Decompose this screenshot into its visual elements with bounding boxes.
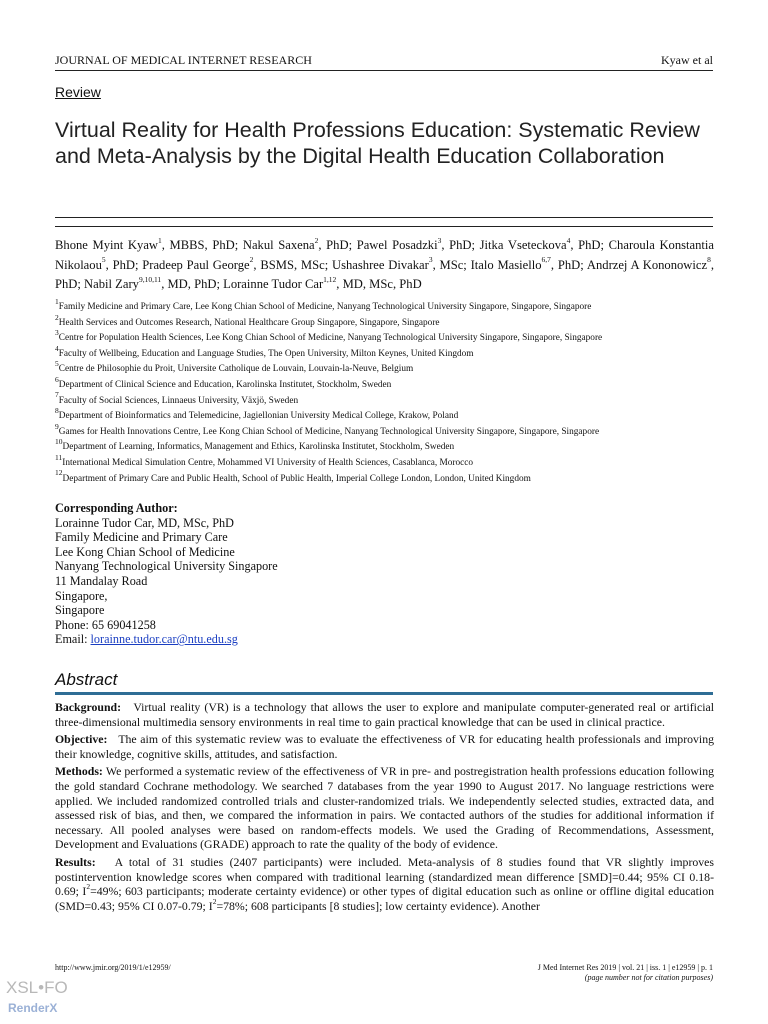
author-name: Andrzej A Kononowicz — [586, 257, 708, 272]
footer-citation: J Med Internet Res 2019 | vol. 21 | iss. 1 | e12959 | p. 1 — [537, 963, 713, 972]
objective-text: The aim of this systematic review was to evaluate the effectiveness of VR for educating health professionals and improving their knowledge, cognitive skills, attitudes, and satisfaction. — [55, 732, 714, 761]
author-name: Nabil Zary — [84, 277, 139, 292]
author-name: Pradeep Paul George — [142, 257, 250, 272]
affiliation-item — [55, 328, 725, 347]
corresponding-university: Nanyang Technological University Singapore — [55, 559, 278, 574]
affiliation-number: 4 — [55, 343, 59, 353]
author-affiliation-ref: 5 — [101, 255, 106, 265]
author-name: Charoula Konstantia Nikolaou — [55, 238, 715, 272]
author-list — [55, 236, 714, 295]
author-affiliation-ref: 3 — [437, 235, 442, 245]
author-degrees: , PhD; — [441, 238, 480, 252]
affiliation-number: 12 — [55, 468, 63, 478]
results-text-a: A total of 31 studies (2407 participants) were included. Meta-analysis of 8 studies found that VR slightly improves postintervention knowledge scores when compared with traditional learning (standardized mean difference [SMD]=0.44; 95% CI 0.18-0.69; I — [55, 854, 714, 899]
author-affiliation-ref: 1 — [158, 235, 162, 245]
affiliation-number: 8 — [55, 406, 59, 416]
author-affiliation-ref: 4 — [566, 235, 571, 245]
author-degrees: , MSc; — [432, 257, 471, 272]
author-entry — [470, 255, 587, 272]
corresponding-city: Singapore, — [55, 588, 108, 603]
affiliation-item — [55, 312, 725, 332]
abstract-rule — [55, 692, 713, 695]
author-name: Lorainne Tudor Car — [223, 277, 324, 292]
corresponding-street: 11 Mandalay Road — [55, 573, 148, 588]
results-sup-1: 2 — [86, 882, 91, 892]
background-text: Virtual reality (VR) is a technology that allows the user to explore and manipulate computer-generated real or artificial three-dimensional multimedia sensory environments in real time to gain practical knowledge that can be used in clinical practice. — [55, 700, 714, 729]
affiliation-item — [55, 421, 725, 441]
author-entry — [223, 277, 422, 291]
title-rule-top — [55, 217, 713, 218]
affiliation-text: Games for Health Innovations Centre, Lee Kong Chian School of Medicine, Nanyang Technological University Singapore, Singapore, Singapore — [58, 426, 600, 437]
author-degrees: , PhD; — [105, 257, 143, 272]
background-label: Background: — [55, 700, 121, 714]
journal-name: JOURNAL OF MEDICAL INTERNET RESEARCH — [55, 53, 312, 67]
affiliation-text: Faculty of Social Sciences, Linnaeus University, Växjö, Sweden — [58, 395, 299, 406]
results-text-c: =78%; 608 participants [8 studies]; low certainty evidence). Another — [216, 898, 540, 913]
footer-note: (page number not for citation purposes) — [584, 973, 713, 982]
affiliation-text: Department of Learning, Informatics, Management and Ethics, Karolinska Institutet, Stockholm, Sweden — [62, 442, 455, 453]
abstract-body — [55, 700, 714, 916]
author-degrees: , PhD; — [318, 238, 357, 252]
corresponding-author-label: Corresponding Author: — [55, 501, 178, 515]
author-entry — [332, 255, 471, 272]
affiliation-text: Department of Clinical Science and Education, Karolinska Institutet, Stockholm, Sweden — [58, 379, 392, 390]
author-entry — [84, 277, 223, 291]
author-degrees: , MBBS, PhD; — [161, 238, 243, 252]
header-rule — [55, 70, 713, 71]
affiliation-number: 1 — [55, 296, 59, 306]
abstract-results — [55, 855, 714, 913]
author-entry — [479, 235, 609, 252]
author-degrees: , MD, PhD; — [161, 277, 224, 292]
abstract-objective — [55, 732, 714, 761]
running-header — [55, 52, 713, 68]
affiliation-text: Faculty of Wellbeing, Education and Language Studies, The Open University, Milton Keynes, United Kingdom — [58, 348, 474, 359]
author-name: Ushashree Divakar — [332, 257, 429, 272]
author-degrees: , PhD; — [55, 257, 714, 292]
author-name: Nakul Saxena — [242, 238, 315, 252]
author-name: Jitka Vseteckova — [479, 238, 567, 252]
affiliation-number: 10 — [55, 437, 63, 447]
affiliation-text: Department of Primary Care and Public Health, School of Public Health, Imperial College London, London, United Kingdom — [62, 473, 531, 484]
author-degrees: , PhD; — [570, 238, 609, 252]
affiliation-item — [55, 406, 725, 425]
author-name: Italo Masiello — [470, 257, 542, 272]
affiliation-number: 11 — [55, 452, 63, 462]
affiliation-text: Department of Bioinformatics and Telemedicine, Jagiellonian University Medical College, Krakow, Poland — [58, 411, 459, 422]
affiliation-number: 3 — [55, 328, 59, 338]
article-type-label: Review — [55, 84, 101, 100]
author-degrees: , MD, MSc, PhD — [336, 277, 422, 292]
email-link[interactable]: lorainne.tudor.car@ntu.edu.sg — [90, 632, 238, 647]
corresponding-email-line — [55, 632, 278, 647]
abstract-methods — [55, 764, 714, 852]
affiliation-item — [55, 359, 725, 378]
objective-label: Objective: — [55, 732, 108, 747]
affiliation-item — [55, 296, 725, 316]
results-text-b: =49%; 603 participants; moderate certainty evidence) or other types of digital education such as online or offline digital education (SMD=0.43; 95% CI 0.07-0.79; I — [55, 884, 714, 913]
author-degrees: , PhD; — [550, 257, 587, 272]
affiliation-text: Family Medicine and Primary Care, Lee Kong Chian School of Medicine, Nanyang Technological University Singapore, Singapore, Singapore — [58, 302, 592, 312]
author-entry — [242, 235, 357, 252]
abstract-background — [55, 700, 714, 729]
affiliation-item — [55, 343, 725, 363]
corresponding-school: Lee Kong Chian School of Medicine — [55, 544, 235, 559]
title-rule-bottom — [55, 226, 713, 227]
methods-label: Methods: — [55, 764, 103, 779]
affiliation-number: 6 — [55, 374, 59, 384]
running-authors: Kyaw et al — [661, 53, 713, 67]
corresponding-author-block — [55, 501, 278, 647]
affiliation-item — [55, 374, 725, 394]
results-label: Results: — [55, 854, 96, 869]
affiliation-item — [55, 437, 725, 456]
affiliation-text: International Medical Simulation Centre, Mohammed VI University of Health Sciences, Casablanca, Morocco — [62, 457, 474, 468]
footer-url: http://www.jmir.org/2019/1/e12959/ — [55, 963, 171, 972]
author-affiliation-ref: 6,7 — [541, 255, 551, 265]
author-degrees: , BSMS, MSc; — [253, 257, 332, 272]
methods-text: We performed a systematic review of the effectiveness of VR in pre- and postregistration health professions education following the gold standard Cochrane methodology. We searched 7 databases from the year 1990 to August 2017. No language restrictions were applied. We included randomized controlled trials and cluster-randomized trials. We independently selected studies, extracted data, and assessed risk of bias, and then, we compared the information in pairs. We contacted authors of the studies for additional information if necessary. All pooled analyses were based on random-effects models. We used the Grading of Recommendations, Assessment, Development and Evaluations (GRADE) approach to rate the quality of the body of evidence. — [55, 764, 714, 852]
renderx-watermark: RenderX — [8, 1001, 58, 1015]
affiliation-item — [55, 390, 725, 410]
article-title: Virtual Reality for Health Professions Education: Systematic Review and Meta-Analysis by the Digital Health Education Collaboration — [55, 118, 700, 168]
author-affiliation-ref: 8 — [707, 255, 711, 265]
author-affiliation-ref: 2 — [249, 255, 254, 265]
affiliation-number: 5 — [55, 359, 59, 369]
footer-citation-block — [538, 963, 713, 983]
affiliation-list — [55, 296, 725, 487]
email-label: Email: — [55, 632, 91, 647]
corresponding-name: Lorainne Tudor Car, MD, MSc, PhD — [55, 515, 234, 530]
author-affiliation-ref: 3 — [428, 255, 433, 265]
affiliation-text: Health Services and Outcomes Research, National Healthcare Group Singapore, Singapore, Singapore — [58, 317, 440, 328]
author-entry — [356, 235, 480, 252]
author-name: Pawel Posadzki — [356, 238, 438, 252]
affiliation-item — [55, 452, 725, 472]
affiliation-number: 7 — [55, 390, 59, 400]
abstract-heading: Abstract — [55, 670, 118, 689]
author-name: Bhone Myint Kyaw — [55, 238, 159, 252]
corresponding-country: Singapore — [55, 603, 105, 618]
affiliation-number: 9 — [55, 421, 59, 431]
author-entry — [142, 255, 332, 272]
affiliation-item — [55, 468, 725, 488]
corresponding-dept: Family Medicine and Primary Care — [55, 530, 228, 545]
corresponding-phone: Phone: 65 69041258 — [55, 617, 156, 632]
author-affiliation-ref: 2 — [314, 235, 319, 245]
affiliation-number: 2 — [55, 312, 59, 322]
affiliation-text: Centre de Philosophie du Proit, Universite Catholique de Louvain, Louvain-la-Neuve, Belgium — [58, 364, 414, 375]
results-sup-2: 2 — [212, 896, 217, 906]
author-affiliation-ref: 9,10,11 — [138, 275, 162, 284]
affiliation-text: Centre for Population Health Sciences, Lee Kong Chian School of Medicine, Nanyang Technological University Singapore, Singapore, Singapore — [58, 333, 603, 344]
author-entry — [55, 235, 243, 252]
xslfo-watermark: XSL•FO — [6, 978, 68, 997]
author-affiliation-ref: 1,12 — [323, 275, 337, 284]
